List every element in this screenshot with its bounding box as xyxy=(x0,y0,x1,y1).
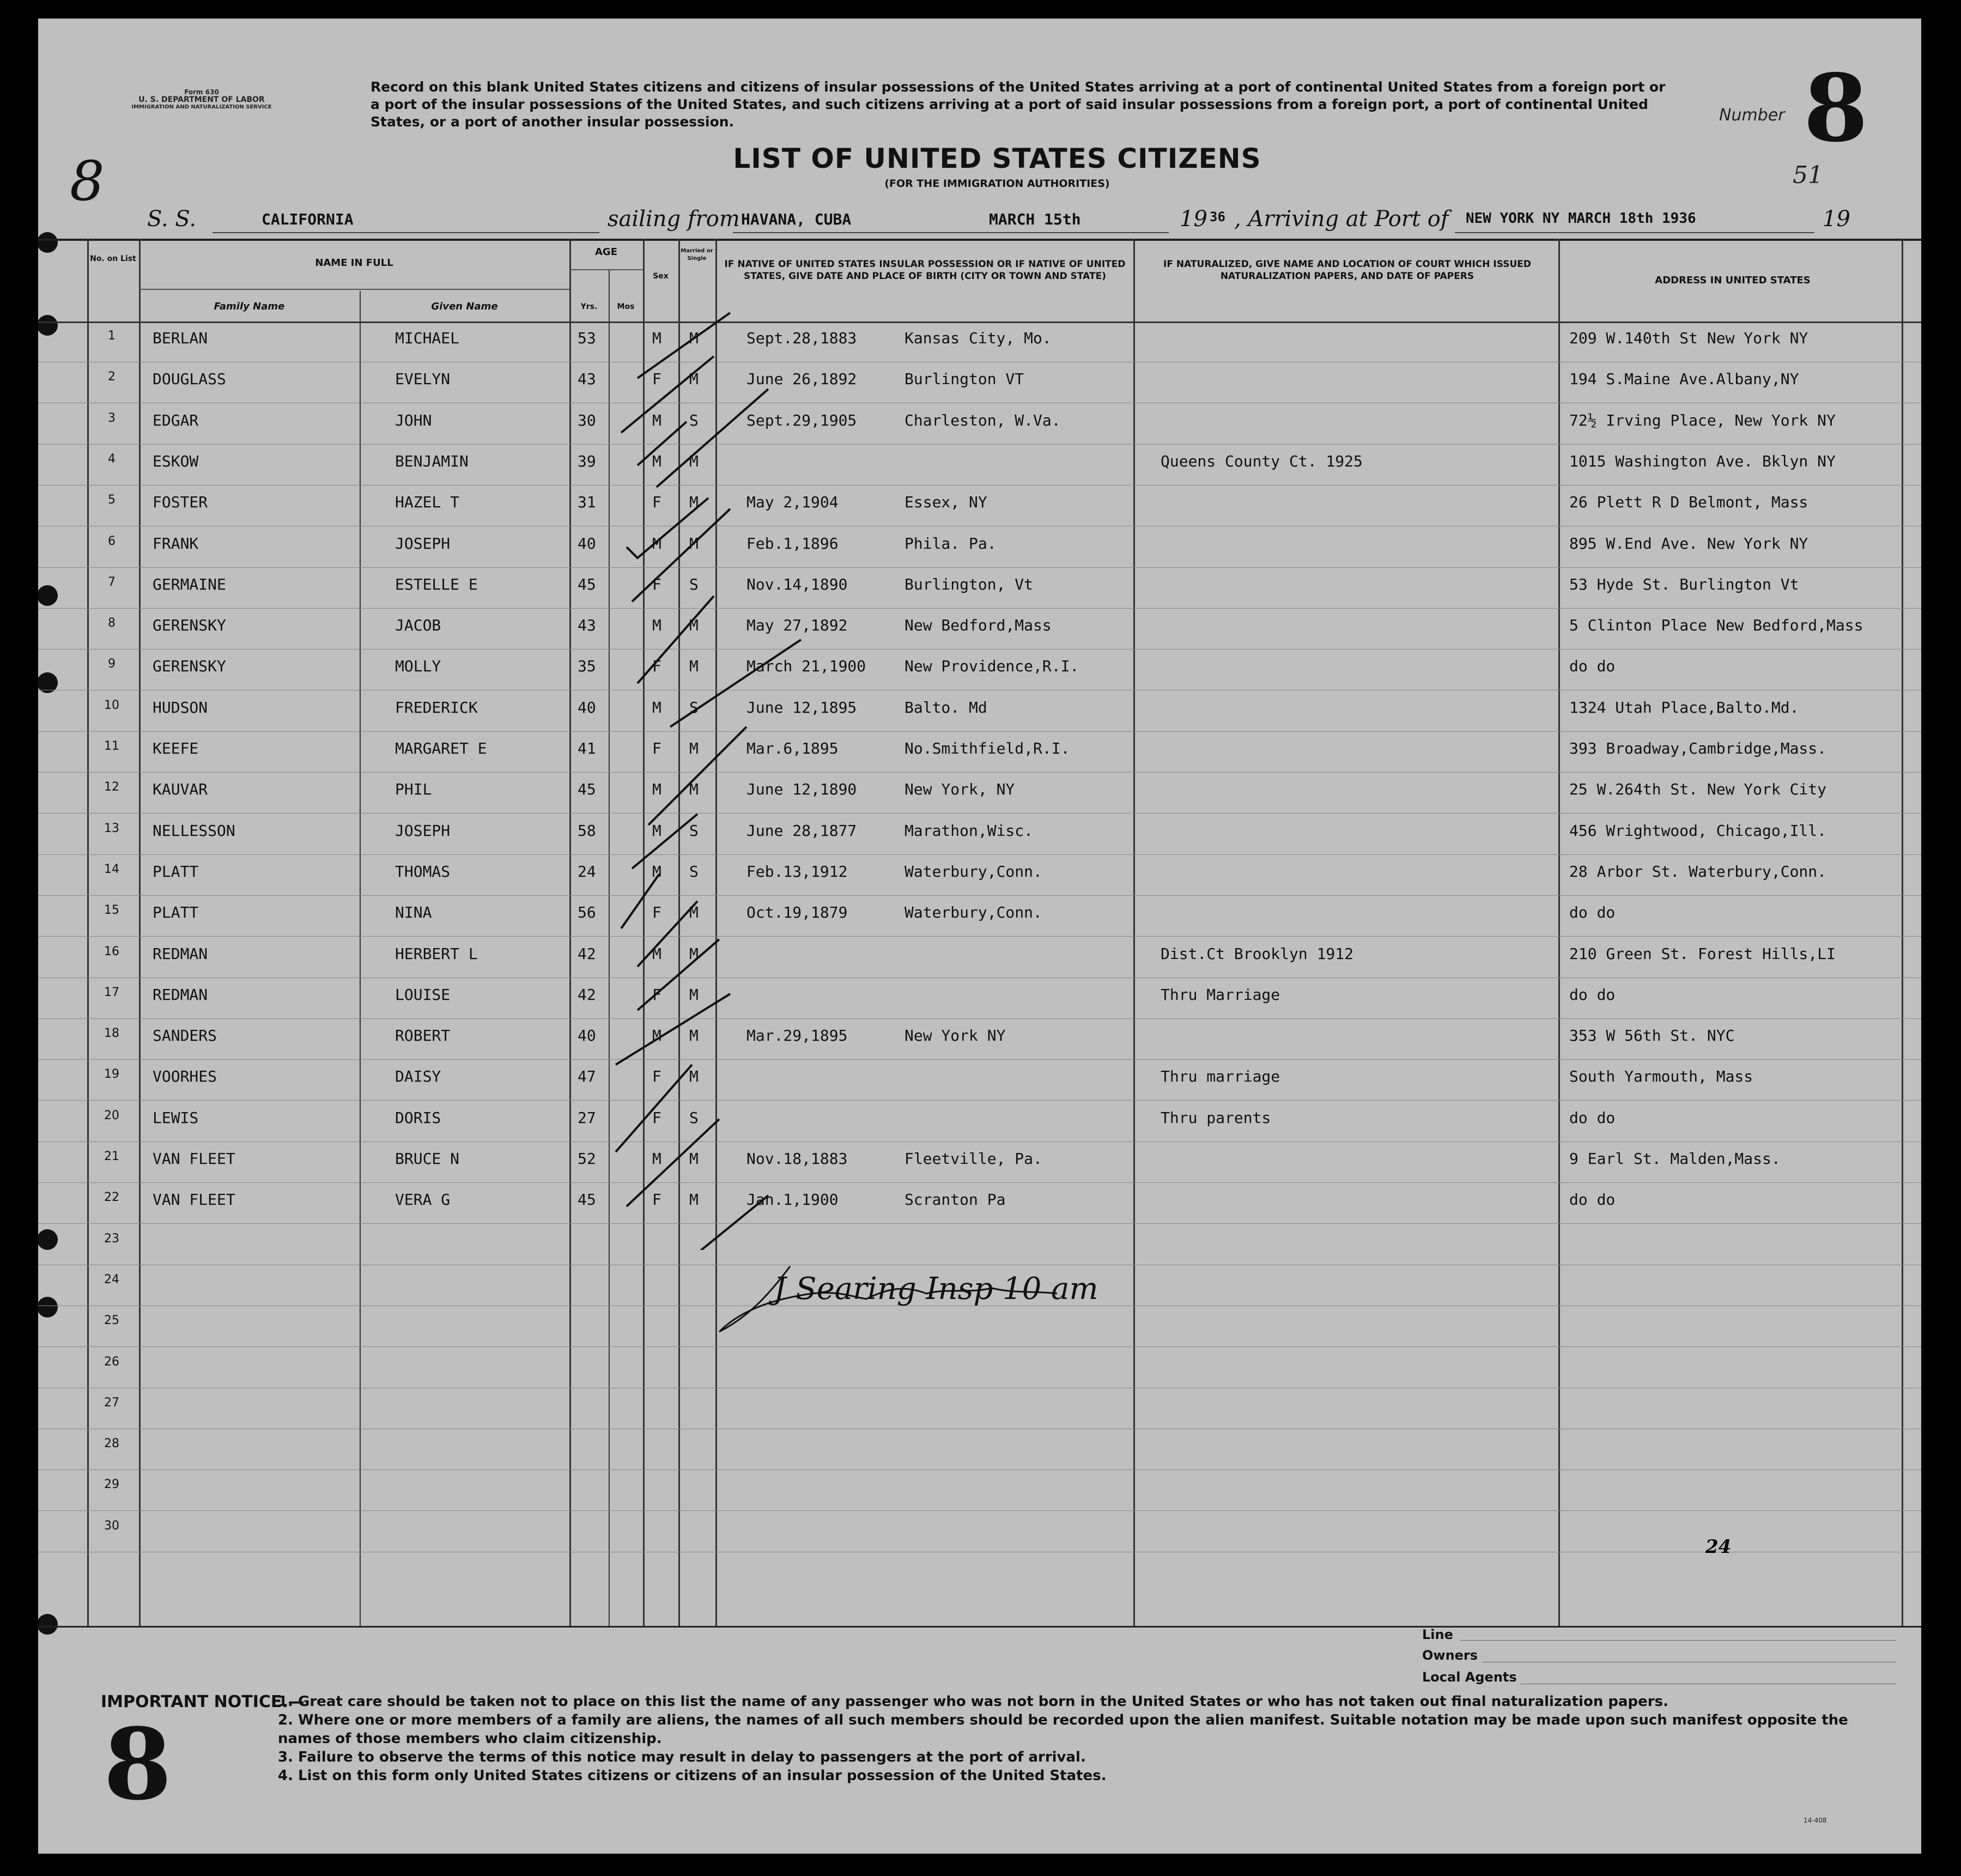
cell-sex: M xyxy=(652,452,661,470)
cell-given: HAZEL T xyxy=(395,493,460,512)
table-row xyxy=(38,527,1921,568)
header-no: No. on List xyxy=(90,254,136,263)
cell-family: NELLESSON xyxy=(153,821,235,840)
table-row xyxy=(38,732,1921,773)
cell-ms: M xyxy=(689,780,699,799)
cell-birth-place: Waterbury,Conn. xyxy=(904,862,1042,881)
cell-birth-place: Burlington VT xyxy=(904,370,1024,388)
cell-ms: S xyxy=(689,698,699,717)
cell-address: 895 W.End Ave. New York NY xyxy=(1569,534,1808,553)
cell-family: GERENSKY xyxy=(153,657,226,676)
cell-family: VAN FLEET xyxy=(153,1150,235,1168)
cell-age: 27 xyxy=(578,1108,596,1127)
cell-birth-place: New Bedford,Mass xyxy=(904,616,1052,635)
cell-birth-place: Marathon,Wisc. xyxy=(904,821,1034,840)
cell-sex: F xyxy=(652,985,661,1004)
row-number: 20 xyxy=(104,1108,119,1122)
cell-ms: M xyxy=(689,944,699,963)
table-row xyxy=(38,1019,1921,1060)
cell-sex: F xyxy=(652,739,661,757)
table-row xyxy=(38,814,1921,855)
list-number: 8 xyxy=(1804,54,1868,163)
cell-birth-date: June 12,1890 xyxy=(746,780,857,799)
cell-birth-date: June 26,1892 xyxy=(746,370,857,388)
cell-birth-date: May 27,1892 xyxy=(746,616,848,635)
cell-birth-date: Sept.28,1883 xyxy=(746,329,857,347)
table-row xyxy=(38,649,1921,690)
cell-birth-date: Sept.29,1905 xyxy=(746,411,857,429)
cell-address: do do xyxy=(1569,985,1616,1004)
cell-ms: M xyxy=(689,370,699,388)
cell-given: MICHAEL xyxy=(395,329,460,347)
cell-given: PHIL xyxy=(395,780,432,799)
header-address: ADDRESS IN UNITED STATES xyxy=(1655,275,1811,286)
cell-address: 393 Broadway,Cambridge,Mass. xyxy=(1569,739,1827,757)
cell-age: 43 xyxy=(578,370,596,388)
cell-birth-date: Oct.19,1879 xyxy=(746,903,848,922)
cell-given: LOUISE xyxy=(395,985,451,1004)
row-number: 11 xyxy=(104,739,119,753)
table-row xyxy=(38,1470,1921,1511)
table-row xyxy=(38,609,1921,649)
form-subtitle: (FOR THE IMMIGRATION AUTHORITIES) xyxy=(884,178,1110,190)
cell-family: REDMAN xyxy=(153,944,208,963)
cell-birth-date: Nov.14,1890 xyxy=(746,575,848,593)
cell-sex: M xyxy=(652,821,661,840)
cell-address: 28 Arbor St. Waterbury,Conn. xyxy=(1569,862,1827,881)
cell-age: 45 xyxy=(578,575,596,593)
cell-given: VERA G xyxy=(395,1191,451,1209)
cell-naturalized: Thru parents xyxy=(1161,1108,1271,1127)
binder-hole xyxy=(38,1614,58,1635)
manifest-sheet xyxy=(38,19,1921,1854)
cell-address: do do xyxy=(1569,657,1616,676)
table-row xyxy=(38,404,1921,445)
cell-given: ROBERT xyxy=(395,1027,451,1045)
cell-sex: M xyxy=(652,862,661,881)
sailing-label: sailing from xyxy=(608,207,740,232)
cell-naturalized: Thru Marriage xyxy=(1161,985,1280,1004)
cell-address: 1015 Washington Ave. Bklyn NY xyxy=(1569,452,1836,470)
table-row xyxy=(38,1429,1921,1470)
cell-given: JOSEPH xyxy=(395,821,451,840)
cell-address: do do xyxy=(1569,1191,1616,1209)
row-number: 26 xyxy=(104,1355,119,1369)
cell-family: GERMAINE xyxy=(153,575,226,593)
row-number: 10 xyxy=(104,698,119,712)
row-number: 18 xyxy=(104,1027,119,1041)
table-row xyxy=(38,1142,1921,1183)
cell-given: MOLLY xyxy=(395,657,441,676)
cell-age: 45 xyxy=(578,1191,596,1209)
row-number: 16 xyxy=(104,944,119,958)
cell-sex: F xyxy=(652,903,661,922)
row-number: 30 xyxy=(104,1519,119,1533)
cell-ms: S xyxy=(689,862,699,881)
table-row xyxy=(38,362,1921,403)
cell-given: ESTELLE E xyxy=(395,575,478,593)
cell-sex: M xyxy=(652,1150,661,1168)
print-code: 14-408 xyxy=(1804,1817,1827,1824)
cell-naturalized: Thru marriage xyxy=(1161,1067,1280,1086)
cell-address: 53 Hyde St. Burlington Vt xyxy=(1569,575,1799,593)
row-number: 24 xyxy=(104,1272,119,1286)
notice-item-3: 3. Failure to observe the terms of this notice may result in delay to passengers at the port of arrival. xyxy=(278,1749,1086,1765)
cell-given: MARGARET E xyxy=(395,739,487,757)
year-suffix: 36 xyxy=(1210,209,1225,224)
cell-ms: M xyxy=(689,985,699,1004)
cell-address: South Yarmouth, Mass xyxy=(1569,1067,1753,1086)
corner-mark: 8 xyxy=(70,149,105,213)
cell-ms: M xyxy=(689,739,699,757)
table-row xyxy=(38,1183,1921,1224)
cell-family: BERLAN xyxy=(153,329,208,347)
cell-birth-place: New York, NY xyxy=(904,780,1015,799)
cell-given: THOMAS xyxy=(395,862,451,881)
cell-family: FOSTER xyxy=(153,493,208,512)
cell-given: BENJAMIN xyxy=(395,452,469,470)
cell-address: 209 W.140th St New York NY xyxy=(1569,329,1808,347)
cell-sex: M xyxy=(652,698,661,717)
header-sex: Sex xyxy=(653,272,669,281)
cell-address: 26 Plett R D Belmont, Mass xyxy=(1569,493,1808,512)
table-row xyxy=(38,321,1921,362)
row-number: 6 xyxy=(108,534,116,548)
cell-sex: M xyxy=(652,329,661,347)
sailing-date: MARCH 15th xyxy=(989,210,1081,228)
notice-body xyxy=(278,1692,1902,1785)
row-number: 19 xyxy=(104,1067,119,1082)
cell-age: 52 xyxy=(578,1150,596,1168)
cell-birth-place: Scranton Pa xyxy=(904,1191,1006,1209)
row-number: 12 xyxy=(104,780,119,794)
row-number: 22 xyxy=(104,1191,119,1205)
notice-item-4: 4. List on this form only United States citizens or citizens of an insular possession of the United States. xyxy=(278,1768,1107,1784)
cell-family: PLATT xyxy=(153,903,199,922)
cell-address: 72½ Irving Place, New York NY xyxy=(1569,411,1836,429)
row-number: 13 xyxy=(104,821,119,835)
cell-address: 5 Clinton Place New Bedford,Mass xyxy=(1569,616,1863,635)
cell-birth-date: June 12,1895 xyxy=(746,698,857,717)
row-number: 7 xyxy=(108,575,116,589)
header-naturalized: IF NATURALIZED, GIVE NAME AND LOCATION OF COURT WHICH ISSUED NATURALIZATION PAPERS, AND DATE OF PAPERS xyxy=(1163,259,1531,282)
header-mos: Mos xyxy=(617,302,635,311)
cell-age: 30 xyxy=(578,411,596,429)
table-row xyxy=(38,937,1921,978)
table-row xyxy=(38,1060,1921,1101)
row-number: 9 xyxy=(108,657,116,671)
cell-birth-date: March 21,1900 xyxy=(746,657,866,676)
notice-title: IMPORTANT NOTICE.— xyxy=(101,1692,305,1711)
cell-birth-date: Mar.29,1895 xyxy=(746,1027,848,1045)
cell-age: 42 xyxy=(578,985,596,1004)
cell-age: 24 xyxy=(578,862,596,881)
cell-birth-place: Waterbury,Conn. xyxy=(904,903,1042,922)
cell-birth-date: Jan.1,1900 xyxy=(746,1191,839,1209)
table-row xyxy=(38,1347,1921,1388)
cell-birth-date: Nov.18,1883 xyxy=(746,1150,848,1168)
cell-sex: F xyxy=(652,1191,661,1209)
cell-given: DAISY xyxy=(395,1067,441,1086)
cell-address: 210 Green St. Forest Hills,LI xyxy=(1569,944,1836,963)
header-notice: Record on this blank United States citizens and citizens of insular possessions of the United States arriving at a port of continental United States from a foreign port or a port of the insular possessions of the United States, and such citizens arriving at a port of said insular possessions from a foreign port, a port of continental United States, or a port of another insular possession. xyxy=(371,79,1666,130)
cell-ms: M xyxy=(689,903,699,922)
footer-big-mark: 8 xyxy=(104,1707,172,1822)
cell-ms: M xyxy=(689,493,699,512)
table-row xyxy=(38,978,1921,1019)
header-yrs: Yrs. xyxy=(580,302,598,311)
form-title: LIST OF UNITED STATES CITIZENS xyxy=(733,143,1261,174)
row-number: 28 xyxy=(104,1437,119,1451)
cell-birth-place: Essex, NY xyxy=(904,493,987,512)
cell-family: KEEFE xyxy=(153,739,199,757)
cell-address: 353 W 56th St. NYC xyxy=(1569,1027,1735,1045)
cell-age: 45 xyxy=(578,780,596,799)
service-name: IMMIGRATION AND NATURALIZATION SERVICE xyxy=(131,104,272,110)
cell-given: JACOB xyxy=(395,616,441,635)
cell-address: 456 Wrightwood, Chicago,Ill. xyxy=(1569,821,1827,840)
cell-birth-place: Charleston, W.Va. xyxy=(904,411,1061,429)
cell-ms: S xyxy=(689,821,699,840)
cell-ms: S xyxy=(689,1108,699,1127)
cell-sex: M xyxy=(652,534,661,553)
cell-sex: F xyxy=(652,370,661,388)
cell-birth-date: June 28,1877 xyxy=(746,821,857,840)
cell-ms: M xyxy=(689,452,699,470)
cell-family: ESKOW xyxy=(153,452,199,470)
cell-address: 9 Earl St. Malden,Mass. xyxy=(1569,1150,1781,1168)
row-number: 14 xyxy=(104,862,119,876)
cell-sex: M xyxy=(652,1027,661,1045)
cell-sex: M xyxy=(652,616,661,635)
cell-birth-place: Fleetville, Pa. xyxy=(904,1150,1042,1168)
cell-sex: F xyxy=(652,1067,661,1086)
cell-sex: F xyxy=(652,657,661,676)
cell-sex: M xyxy=(652,780,661,799)
row-number: 21 xyxy=(104,1150,119,1163)
number-label: Number xyxy=(1719,106,1785,125)
cell-birth-date: Mar.6,1895 xyxy=(746,739,839,757)
cell-ms: M xyxy=(689,1150,699,1168)
cell-sex: F xyxy=(652,575,661,593)
table-row xyxy=(38,1511,1921,1552)
sailing-from: HAVANA, CUBA xyxy=(741,210,852,228)
cell-sex: M xyxy=(652,411,661,429)
cell-family: HUDSON xyxy=(153,698,208,717)
header-married: Married or Single xyxy=(681,248,713,262)
cell-ms: M xyxy=(689,534,699,553)
cell-family: GERENSKY xyxy=(153,616,226,635)
row-number: 2 xyxy=(108,370,116,384)
cell-given: HERBERT L xyxy=(395,944,478,963)
owners-label: Owners xyxy=(1422,1648,1478,1663)
table-row xyxy=(38,1101,1921,1142)
cell-address: 25 W.264th St. New York City xyxy=(1569,780,1827,799)
cell-given: JOSEPH xyxy=(395,534,451,553)
cell-ms: S xyxy=(689,411,699,429)
table-row xyxy=(38,485,1921,526)
cell-age: 40 xyxy=(578,698,596,717)
cell-naturalized: Dist.Ct Brooklyn 1912 xyxy=(1161,944,1354,963)
cell-age: 39 xyxy=(578,452,596,470)
cell-family: FRANK xyxy=(153,534,199,553)
form-department-block xyxy=(109,88,294,111)
cell-birth-place: Kansas City, Mo. xyxy=(904,329,1052,347)
table-row xyxy=(38,1388,1921,1429)
cell-age: 42 xyxy=(578,944,596,963)
cell-age: 31 xyxy=(578,493,596,512)
cell-naturalized: Queens County Ct. 1925 xyxy=(1161,452,1363,470)
row-number: 17 xyxy=(104,985,119,999)
page-mark: 51 xyxy=(1793,161,1823,189)
cell-given: BRUCE N xyxy=(395,1150,460,1168)
cell-age: 43 xyxy=(578,616,596,635)
cell-birth-place: New Providence,R.I. xyxy=(904,657,1079,676)
cell-age: 35 xyxy=(578,657,596,676)
year-prefix-2: 19 xyxy=(1823,207,1850,232)
table-row xyxy=(38,896,1921,937)
cell-birth-place: Balto. Md xyxy=(904,698,987,717)
cell-address: do do xyxy=(1569,1108,1616,1127)
row-number: 27 xyxy=(104,1395,119,1410)
row-number: 4 xyxy=(108,452,116,466)
cell-family: SANDERS xyxy=(153,1027,217,1045)
cell-ms: S xyxy=(689,575,699,593)
cell-family: PLATT xyxy=(153,862,199,881)
cell-given: JOHN xyxy=(395,411,432,429)
binder-hole xyxy=(38,232,58,253)
form-number: Form 630 xyxy=(184,88,219,96)
cell-family: EDGAR xyxy=(153,411,199,429)
tally-mark: 24 xyxy=(1705,1536,1732,1558)
table-row xyxy=(38,445,1921,485)
cell-ms: M xyxy=(689,657,699,676)
inspector-signature xyxy=(708,1255,1231,1348)
row-number: 15 xyxy=(104,903,119,918)
arriving-port: NEW YORK NY MARCH 18th 1936 xyxy=(1466,210,1696,227)
cell-birth-place: New York NY xyxy=(904,1027,1006,1045)
cell-family: REDMAN xyxy=(153,985,208,1004)
inspection-check-marks xyxy=(605,291,834,1250)
header-given-name: Given Name xyxy=(431,301,498,312)
cell-sex: F xyxy=(652,493,661,512)
header-age: AGE xyxy=(594,246,617,258)
table-row xyxy=(38,691,1921,732)
cell-given: DORIS xyxy=(395,1108,441,1127)
row-number: 23 xyxy=(104,1231,119,1246)
line-label: Line xyxy=(1422,1627,1453,1642)
cell-address: 194 S.Maine Ave.Albany,NY xyxy=(1569,370,1799,388)
row-number: 8 xyxy=(108,616,116,630)
row-number: 25 xyxy=(104,1314,119,1328)
arriving-label: , Arriving at Port of xyxy=(1234,207,1449,232)
notice-item-2: 2. Where one or more members of a family are aliens, the names of all such members should be recorded upon the alien manifest. Suitable notation may be made upon such manifest opposite the names of those members who claim citizenship. xyxy=(278,1712,1848,1747)
cell-family: DOUGLASS xyxy=(153,370,226,388)
notice-item-1: 1. Great care should be taken not to place on this list the name of any passenger who was not born in the United States or who has not taken out final naturalization papers. xyxy=(278,1693,1668,1710)
header-family-name: Family Name xyxy=(214,301,285,312)
cell-sex: M xyxy=(652,944,661,963)
row-number: 5 xyxy=(108,493,116,507)
cell-birth-place: No.Smithfield,R.I. xyxy=(904,739,1070,757)
cell-ms: M xyxy=(689,1027,699,1045)
cell-address: do do xyxy=(1569,903,1616,922)
cell-ms: M xyxy=(689,1067,699,1086)
department-name: U. S. DEPARTMENT OF LABOR xyxy=(138,95,265,104)
cell-age: 47 xyxy=(578,1067,596,1086)
table-row xyxy=(38,568,1921,609)
ship-name: CALIFORNIA xyxy=(262,210,354,228)
cell-birth-place: Burlington, Vt xyxy=(904,575,1034,593)
local-agents-label: Local Agents xyxy=(1422,1669,1517,1685)
cell-birth-date: Feb.1,1896 xyxy=(746,534,839,553)
ss-label: S. S. xyxy=(147,207,197,232)
signature-text: J Searing Insp 10 am xyxy=(774,1271,1098,1307)
cell-ms: M xyxy=(689,616,699,635)
cell-birth-date: Feb.13,1912 xyxy=(746,862,848,881)
cell-age: 40 xyxy=(578,534,596,553)
table-row xyxy=(38,773,1921,813)
row-number: 1 xyxy=(108,329,116,343)
cell-given: NINA xyxy=(395,903,432,922)
cell-given: EVELYN xyxy=(395,370,451,388)
cell-family: LEWIS xyxy=(153,1108,199,1127)
cell-ms: M xyxy=(689,1191,699,1209)
cell-family: VAN FLEET xyxy=(153,1191,235,1209)
row-number: 29 xyxy=(104,1478,119,1492)
header-name-in-full: NAME IN FULL xyxy=(315,257,393,269)
cell-ms: M xyxy=(689,329,699,347)
cell-given: FREDERICK xyxy=(395,698,478,717)
cell-birth-place: Phila. Pa. xyxy=(904,534,997,553)
cell-age: 58 xyxy=(578,821,596,840)
year-prefix: 19 xyxy=(1180,207,1207,232)
cell-age: 41 xyxy=(578,739,596,757)
cell-age: 40 xyxy=(578,1027,596,1045)
cell-family: KAUVAR xyxy=(153,780,208,799)
cell-address: 1324 Utah Place,Balto.Md. xyxy=(1569,698,1799,717)
cell-age: 56 xyxy=(578,903,596,922)
header-birth: IF NATIVE OF UNITED STATES INSULAR POSSESSION OR IF NATIVE OF UNITED STATES, GIVE DATE AND PLACE OF BIRTH (CITY OR TOWN AND STATE) xyxy=(724,259,1126,282)
row-number: 3 xyxy=(108,411,116,425)
cell-birth-date: May 2,1904 xyxy=(746,493,839,512)
cell-age: 53 xyxy=(578,329,596,347)
cell-family: VOORHES xyxy=(153,1067,217,1086)
cell-sex: F xyxy=(652,1108,661,1127)
table-row xyxy=(38,855,1921,896)
